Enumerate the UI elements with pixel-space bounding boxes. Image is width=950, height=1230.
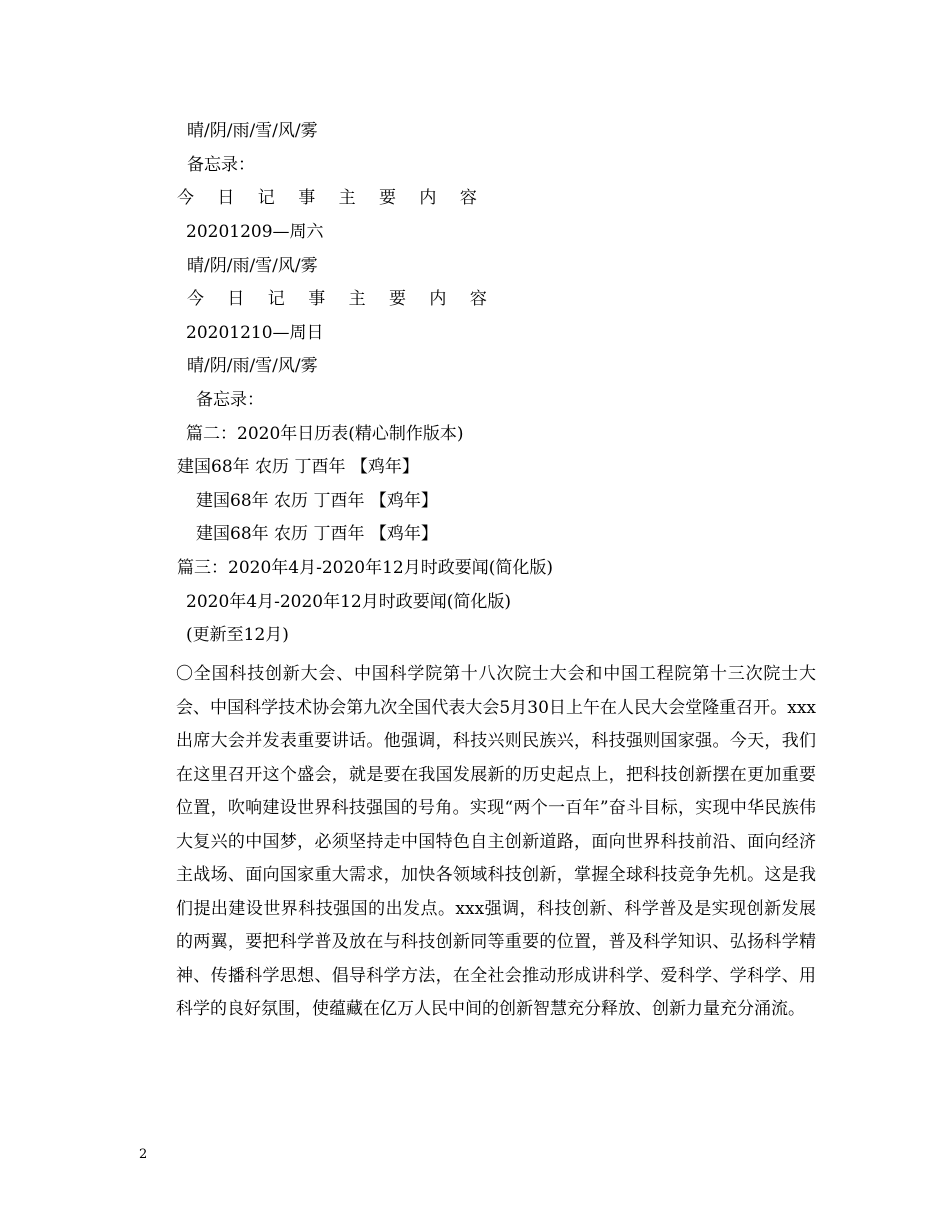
memo-label: 备忘录： xyxy=(196,390,264,410)
section-heading-3: 篇三：2020年4月-2020年12月时政要闻(简化版) xyxy=(177,558,553,578)
news-paragraph-text: 〇全国科技创新大会、中国科学院第十八次院士大会和中国工程院第十三次院士大会、中国科学技术协会第九次全国代表大会5月30日上午在人民大会堂隆重召开。xxx出席大会并发表重要讲话。他强调，科技兴则民族兴，科技强则国家强。今天，我们在这里召开这个盛会，就是要在我国发展新的历史起点上，把科技创新摆在更加重要位置，吹响建设世界科技强国的号角。实现“两个一百年”奋斗目标，实现中华民族伟大复兴的中国梦，必须坚持走中国特色自主创新道路，面向世界科技前沿、面向经济主战场、面向国家重大需求，加快各领域科技创新，掌握全球科技竞争先机。这是我们提出建设世界科技强国的出发点。xxx强调，科技创新、科学普及是实现创新发展的两翼，要把科学普及放在与科技创新同等重要的位置，普及科学知识、弘扬科学精神、传播科学思想、倡导科学方法，在全社会推动形成讲科学、爱科学、学科学、用科学的良好氛围，使蕴藏在亿万人民中间的创新智慧充分释放、创新力量充分涌流。 xyxy=(176,664,816,1019)
date-line: 20201209—周六 xyxy=(186,222,324,242)
calendar-year-line: 建国68年 农历 丁酉年 【鸡年】 xyxy=(196,524,438,544)
memo-label: 备忘录： xyxy=(187,155,255,175)
daily-notes-heading: 今 日 记 事 主 要 内 容 xyxy=(177,188,486,208)
calendar-year-line: 建国68年 农历 丁酉年 【鸡年】 xyxy=(196,491,438,511)
news-title: 2020年4月-2020年12月时政要闻(简化版) xyxy=(186,592,511,612)
update-note: (更新至12月) xyxy=(186,625,289,645)
weather-line: 晴/阴/雨/雪/风/雾 xyxy=(187,256,318,276)
weather-line: 晴/阴/雨/雪/风/雾 xyxy=(187,356,318,376)
calendar-year-line: 建国68年 农历 丁酉年 【鸡年】 xyxy=(177,457,419,477)
page-number: 2 xyxy=(139,1147,148,1162)
section-heading-2: 篇二：2020年日历表(精心制作版本) xyxy=(186,424,464,444)
daily-notes-heading: 今 日 记 事 主 要 内 容 xyxy=(187,289,496,309)
date-line: 20201210—周日 xyxy=(186,323,324,343)
weather-line: 晴/阴/雨/雪/风/雾 xyxy=(187,121,318,141)
news-paragraph xyxy=(176,658,816,1027)
